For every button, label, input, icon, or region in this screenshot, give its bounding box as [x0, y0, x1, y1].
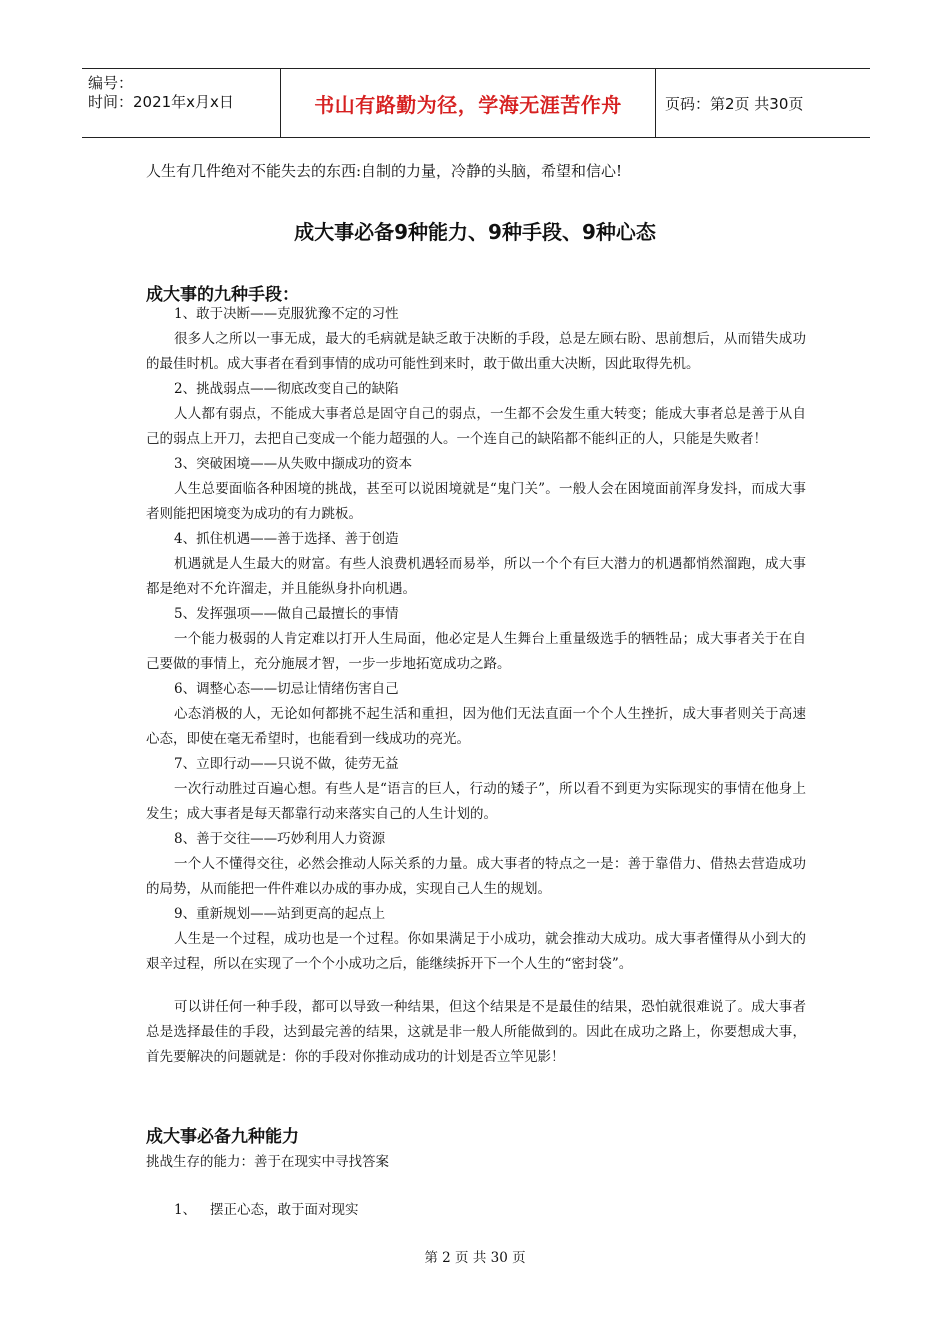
page-footer: 第 2 页 共 30 页	[424, 1250, 526, 1266]
section1-heading: 成大事的九种手段：	[146, 285, 299, 305]
header-page-label: 页码：第2页 共30页	[665, 95, 804, 113]
item-title: 8、善于交往——巧妙利用人力资源	[174, 831, 386, 847]
header-table	[82, 68, 870, 138]
item-title: 3、突破困境——从失败中撷成功的资本	[174, 456, 413, 472]
document-title: 成大事必备9种能力、9种手段、9种心态	[294, 220, 656, 244]
item-text: 摆正心态，敢于面对现实	[210, 1202, 359, 1218]
item-title: 4、抓住机遇——善于选择、善于创造	[174, 531, 399, 547]
intro-quote: 人生有几件绝对不能失去的东西:自制的力量，冷静的头脑，希望和信心!	[146, 162, 623, 180]
section1-body	[146, 302, 806, 1070]
item-text: 人生总要面临各种困境的挑战，甚至可以说困境就是“鬼门关”。一般人会在困境面前浑身发抖，而成大事者则能把困境变为成功的有力跳板。	[146, 481, 806, 522]
item-number: 1、	[174, 1202, 197, 1218]
header-meta-cell	[82, 69, 280, 137]
item-title: 5、发挥强项——做自己最擅长的事情	[174, 606, 399, 622]
section2-heading: 成大事必备九种能力	[146, 1127, 299, 1147]
item-text: 人人都有弱点，不能成大事者总是固守自己的弱点，一生都不会发生重大转变；能成大事者总是善于从自己的弱点上开刀，去把自己变成一个能力超强的人。一个连自己的缺陷都不能纠正的人，只能是失败者！	[146, 406, 806, 447]
item-text: 一次行动胜过百遍心想。有些人是“语言的巨人，行动的矮子”，所以看不到更为实际现实的事情在他身上发生；成大事者是每天都靠行动来落实自己的人生计划的。	[146, 781, 806, 822]
item-title: 2、挑战弱点——彻底改变自己的缺陷	[174, 381, 399, 397]
section1-summary: 可以讲任何一种手段，都可以导致一种结果，但这个结果是不是最佳的结果，恐怕就很难说了。成大事者总是选择最佳的手段，达到最完善的结果，这就是非一般人所能做到的。因此在成功之路上，你要想成大事，首先要解决的问题就是：你的手段对你推动成功的计划是否立竿见影！	[146, 999, 806, 1065]
section2-item	[174, 1198, 359, 1218]
number-label: 编号：	[88, 74, 134, 92]
header-slogan: 书山有路勤为径，学海无涯苦作舟	[314, 92, 622, 117]
item-title: 9、重新规划——站到更高的起点上	[174, 906, 386, 922]
item-text: 心态消极的人，无论如何都挑不起生活和重担，因为他们无法直面一个个人生挫折，成大事者则关于高速心态，即使在毫无希望时，也能看到一线成功的亮光。	[146, 706, 806, 747]
date-label: 时间：2021年x月x日	[88, 93, 234, 111]
item-title: 7、立即行动——只说不做，徒劳无益	[174, 756, 399, 772]
item-text: 一个能力极弱的人肯定难以打开人生局面，他必定是人生舞台上重量级选手的牺牲品；成大事者关于在自己要做的事情上，充分施展才智，一步一步地拓宽成功之路。	[146, 631, 806, 672]
item-title: 1、敢于决断——克服犹豫不定的习性	[174, 306, 399, 322]
item-text: 一个人不懂得交往，必然会推动人际关系的力量。成大事者的特点之一是：善于靠借力、借热去营造成功的局势，从而能把一件件难以办成的事办成，实现自己人生的规划。	[146, 856, 806, 897]
section2-subheading: 挑战生存的能力：善于在现实中寻找答案	[146, 1154, 389, 1170]
item-text: 人生是一个过程，成功也是一个过程。你如果满足于小成功，就会推动大成功。成大事者懂得从小到大的艰辛过程，所以在实现了一个个小成功之后，能继续拆开下一个人生的“密封袋”。	[146, 931, 806, 972]
item-text: 机遇就是人生最大的财富。有些人浪费机遇轻而易举，所以一个个有巨大潜力的机遇都悄然溜跑，成大事都是绝对不允许溜走，并且能纵身扑向机遇。	[146, 556, 806, 597]
item-text: 很多人之所以一事无成，最大的毛病就是缺乏敢于决断的手段，总是左顾右盼、思前想后，从而错失成功的最佳时机。成大事者在看到事情的成功可能性到来时，敢于做出重大决断，因此取得先机。	[146, 331, 806, 372]
item-title: 6、调整心态——切忌让情绪伤害自己	[174, 681, 399, 697]
header-divider	[655, 69, 656, 137]
paragraph-gap	[146, 977, 806, 995]
